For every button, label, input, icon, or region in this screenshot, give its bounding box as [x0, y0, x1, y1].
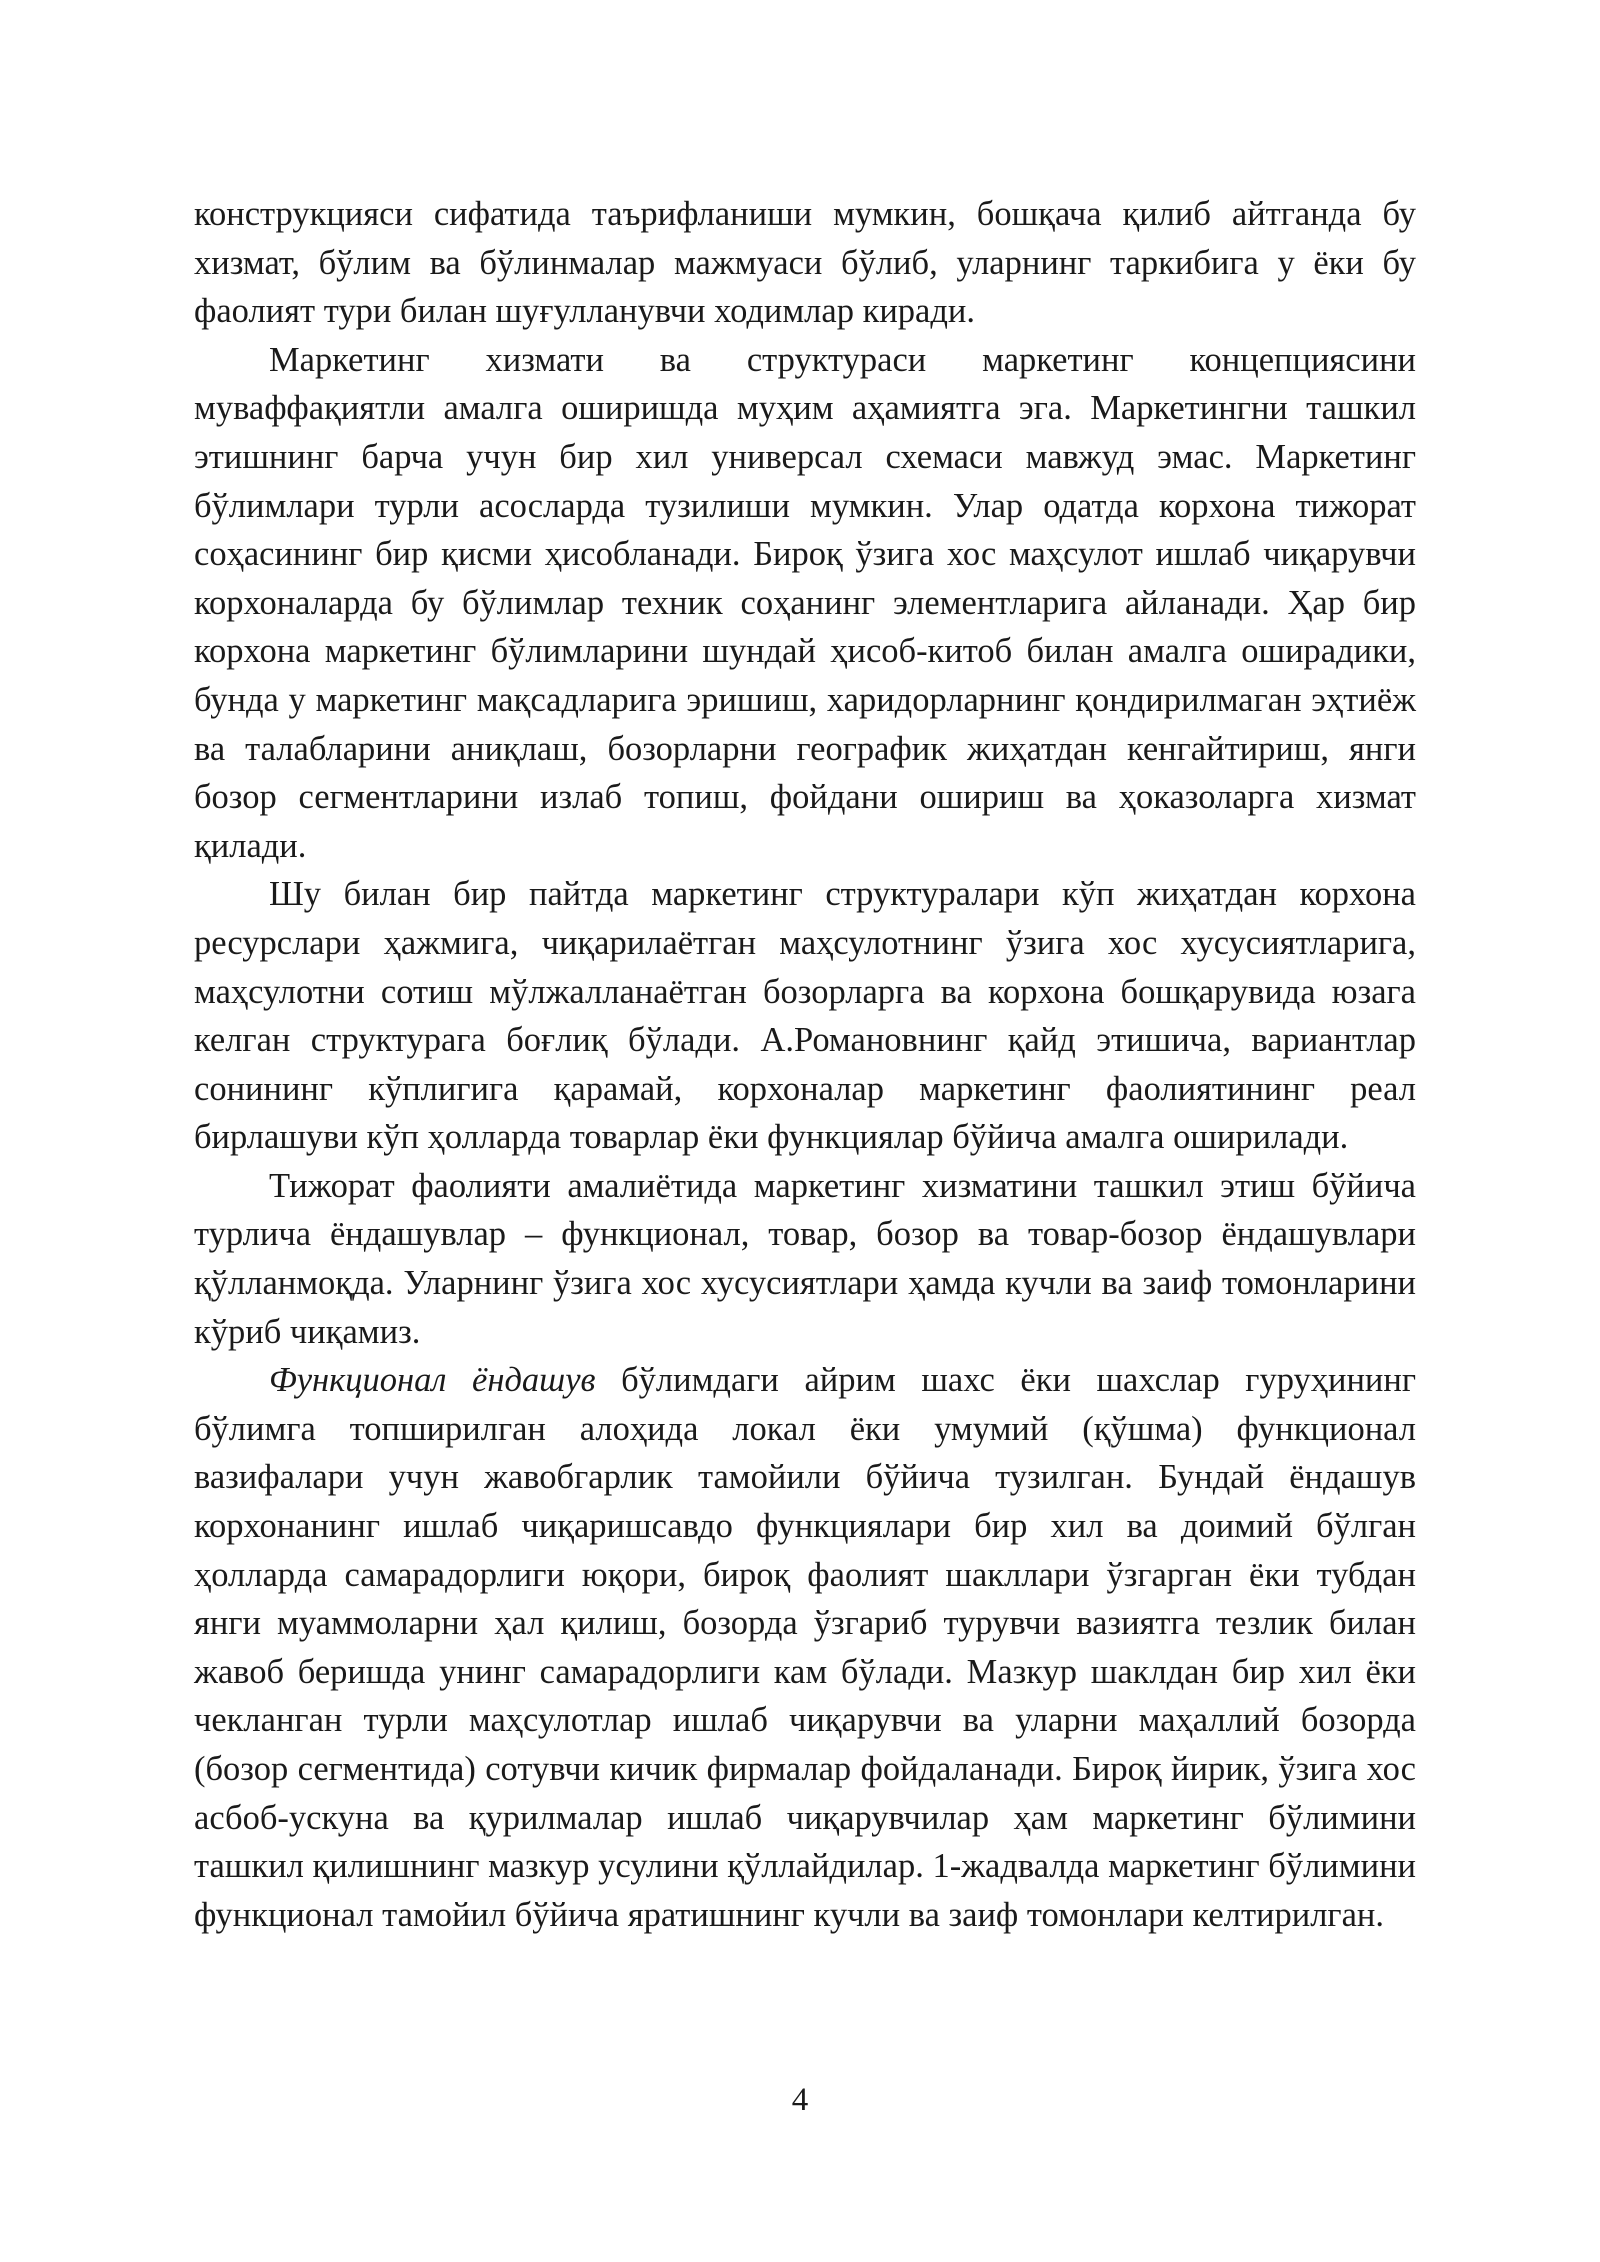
paragraph-functional-text: бўлимдаги айрим шахс ёки шахслар гуруҳининг бўлимга топширилган алоҳида локал ёки умумий (қўшма) функционал вазифалари учун жавобгарлик тамойили бўйича тузилган. Бундай ёндашув корхонанинг ишлаб чиқаришсавдо функциялари бир хил ва доимий бўлган ҳолларда самарадорлиги юқори, бироқ фаолият шакллари ўзгарган ёки тубдан янги муаммоларни ҳал қилиш, бозорда ўзгариб турувчи вазиятга тезлик билан жавоб беришда унинг самарадорлиги кам бўлади. Мазкур шаклдан бир хил ёки чекланган турли маҳсулотлар ишлаб чиқарувчи ва уларни маҳаллий бозорда (бозор сегментида) сотувчи кичик фирмалар фойдаланади. Бироқ йирик, ўзига хос асбоб-ускуна ва қурилмалар ишлаб чиқарувчилар ҳам маркетинг бўлимини ташкил қилишнинг мазкур усулини қўллайдилар. 1-жадвалда маркетинг бўлимини функционал тамойил бўйича яратишнинг кучли ва заиф томонлари келтирилган.: [194, 1361, 1416, 1934]
paragraph-approaches: Тижорат фаолияти амалиётида маркетинг хизматини ташкил этиш бўйича турлича ёндашувлар – функционал, товар, бозор ва товар-бозор ёндашувлари қўлланмоқда. Уларнинг ўзига хос хусусиятлари ҳамда кучли ва заиф томонларини кўриб чиқамиз.: [194, 1166, 1416, 1351]
page-number: 4: [791, 2082, 809, 2118]
paragraph-marketing-structures: Шу билан бир пайтда маркетинг структуралари кўп жиҳатдан корхона ресурслари ҳажмига, чиқарилаётган маҳсулотнинг ўзига хос хусусиятларига, маҳсулотни сотиш мўлжалланаётган бозорларга ва корхона бошқарувида юзага келган структурага боғлиқ бўлади. А.Романовнинг қайд этишича, вариантлар сонининг кўплигига қарамай, корхоналар маркетинг фаолиятининг реал бирлашуви кўп ҳолларда товарлар ёки функциялар бўйича амалга оширилади.: [194, 875, 1416, 1157]
paragraph-continuation: конструкцияси сифатида таърифланиши мумкин, бошқача қилиб айтганда бу хизмат, бўлим ва бўлинмалар мажмуаси бўлиб, уларнинг таркибига у ёки бу фаолият тури билан шуғулланувчи ходимлар киради.: [194, 195, 1416, 331]
body-text: [194, 190, 1416, 1939]
italic-term: Функционал ёндашув: [269, 1361, 596, 1400]
paragraph-marketing-service: Маркетинг хизмати ва структураси маркетинг концепциясини муваффақиятли амалга оширишда муҳим аҳамиятга эга. Маркетингни ташкил этишнинг барча учун бир хил универсал схемаси мавжуд эмас. Маркетинг бўлимлари турли асосларда тузилиши мумкин. Улар одатда корхона тижорат соҳасининг бир қисми ҳисобланади. Бироқ ўзига хос маҳсулот ишлаб чиқарувчи корхоналарда бу бўлимлар техник соҳанинг элементларига айланади. Ҳар бир корхона маркетинг бўлимларини шундай ҳисоб-китоб билан амалга оширадики, бунда у маркетинг мақсадларига эришиш, харидорларнинг қондирилмаган эҳтиёж ва талабларини аниқлаш, бозорларни географик жиҳатдан кенгайтириш, янги бозор сегментларини излаб топиш, фойдани ошириш ва ҳоказоларга хизмат қилади.: [194, 340, 1416, 865]
paragraph-functional-approach: [194, 1356, 1416, 1939]
